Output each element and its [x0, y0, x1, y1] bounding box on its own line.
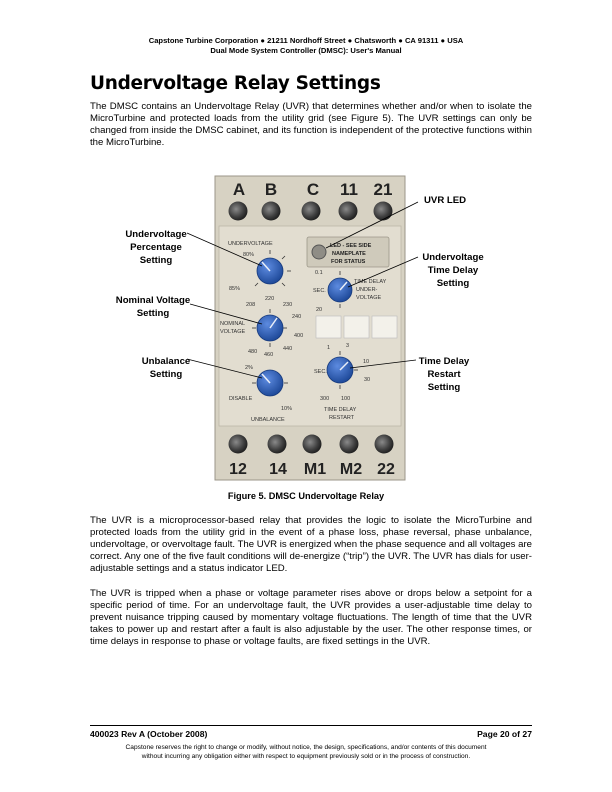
restart-label-1: TIME DELAY — [324, 407, 357, 413]
terminal-label-c: C — [306, 180, 320, 199]
callout-td-3: Setting — [436, 278, 470, 289]
undervoltage-dial-label: UNDERVOLTAGE — [228, 241, 273, 247]
callout-uv-percentage-1: Undervoltage — [125, 229, 187, 240]
screw-icon — [268, 435, 287, 454]
td-tick-sec: SEC. — [313, 288, 326, 294]
nameplate-line-3: FOR STATUS — [331, 259, 366, 265]
screw-icon — [340, 435, 359, 454]
nominal-voltage-label-2: VOLTAGE — [220, 329, 246, 335]
nominal-tick-460: 460 — [264, 352, 274, 358]
label-window — [372, 316, 397, 338]
uvr-trip-paragraph: The UVR is tripped when a phase or voltage parameter rises above or drops below a setpoint for a specific period of time. For an undervoltage fault, the UVR provides a user-adjustable time delay to prevent nuisance tripping caused by momentary voltage fluctuations. The length of time that the UVR takes to power up and restart after a fault is also adjustable by the user. The other response times, or time delays in response to phase or voltage faults, are fixed settings in the UVR. — [90, 588, 532, 648]
disclaimer-line-1: Capstone reserves the right to change or modify, without notice, the design, specifications, and/or contents of this document — [125, 744, 487, 751]
unbalance-tick-disable: DISABLE — [229, 396, 253, 402]
callout-uv-percentage-2: Percentage — [130, 242, 182, 253]
nominal-tick-230: 230 — [283, 302, 293, 308]
header-company-line: Capstone Turbine Corporation ● 21211 Nordhoff Street ● Chatsworth ● CA 91311 ● USA — [148, 36, 464, 45]
terminal-label-m1: M1 — [303, 461, 327, 478]
terminal-label-22: 22 — [377, 461, 395, 478]
callout-uvr-led: UVR LED — [424, 195, 467, 206]
callout-restart-3: Setting — [427, 382, 461, 393]
callout-restart-2: Restart — [427, 369, 461, 380]
label-window — [316, 316, 341, 338]
screw-icon — [374, 202, 393, 221]
restart-tick-sec: SEC. — [314, 369, 327, 375]
nominal-voltage-dial — [257, 315, 283, 341]
restart-tick-100: 100 — [341, 396, 351, 402]
nameplate-line-1: LED - SEE SIDE — [330, 243, 372, 249]
callout-nominal-2: Setting — [136, 308, 170, 319]
terminal-label-m2: M2 — [339, 461, 363, 478]
footer-doc-id: 400023 Rev A (October 2008) — [90, 729, 208, 739]
screw-icon — [229, 202, 248, 221]
footer-page-number: Page 20 of 27 — [477, 729, 532, 739]
undervoltage-time-delay-dial — [328, 278, 352, 302]
uv-tick-80: 80% — [243, 252, 255, 258]
callout-unbalance-2: Setting — [149, 369, 183, 380]
unbalance-dial-label: UNBALANCE — [251, 417, 285, 423]
callout-restart-1: Time Delay — [418, 356, 470, 367]
terminal-label-b: B — [264, 180, 278, 199]
screw-icon — [302, 202, 321, 221]
nominal-tick-480: 480 — [248, 349, 258, 355]
label-window — [344, 316, 369, 338]
restart-tick-30: 30 — [364, 377, 371, 383]
unbalance-dial — [257, 370, 283, 396]
terminal-label-a: A — [232, 180, 246, 199]
callout-td-2: Time Delay — [427, 265, 479, 276]
terminal-label-11: 11 — [340, 180, 358, 199]
footer-disclaimer — [80, 743, 532, 761]
screw-icon — [229, 435, 248, 454]
td-tick-0-1: 0.1 — [315, 270, 323, 276]
nominal-tick-220: 220 — [265, 296, 275, 302]
nominal-tick-400: 400 — [294, 333, 304, 339]
nameplate-line-2: NAMEPLATE — [332, 251, 366, 257]
uvr-led-icon — [312, 245, 326, 259]
td-label-2: UNDER- — [356, 287, 378, 293]
unbalance-tick-2: 2% — [245, 365, 253, 371]
header-manual-title: Dual Mode System Controller (DMSC): User's Manual — [210, 46, 402, 55]
disclaimer-line-2: without incurring any obligation either with respect to equipment previously sold or in the process of construction. — [141, 753, 471, 760]
restart-tick-10: 10 — [363, 359, 370, 365]
nominal-tick-208: 208 — [246, 302, 256, 308]
td-label-1: TIME DELAY — [354, 279, 387, 285]
terminal-label-21: 21 — [373, 180, 393, 199]
uv-tick-85: 85% — [229, 286, 241, 292]
restart-tick-300: 300 — [320, 396, 330, 402]
figure-caption: Figure 5. DMSC Undervoltage Relay — [227, 491, 385, 501]
section-title: Undervoltage Relay Settings — [90, 73, 381, 94]
restart-tick-3: 3 — [346, 343, 350, 349]
uvr-description-paragraph: The UVR is a microprocessor-based relay that provides the logic to isolate the MicroTurbine and protected loads from the utility grid in the event of a phase loss, phase reversal, phase unbalance, undervoltage, or overvoltage fault. The UVR is energized when the phase sequence and all voltages are correct. Any one of the five fault conditions will de-energize (“trip”) the UVR. The UVR has dials for user-adjustable settings and a status indicator LED. — [90, 515, 532, 575]
nominal-tick-440: 440 — [283, 346, 293, 352]
time-delay-restart-dial — [327, 357, 353, 383]
nominal-tick-240: 240 — [292, 314, 302, 320]
nominal-voltage-label-1: NOMINAL — [220, 321, 246, 327]
restart-label-2: RESTART — [329, 415, 355, 421]
unbalance-tick-10: 10% — [281, 406, 293, 412]
restart-tick-1: 1 — [327, 345, 331, 351]
screw-icon — [303, 435, 322, 454]
td-label-3: VOLTAGE — [356, 295, 382, 301]
callout-uv-percentage-3: Setting — [139, 255, 173, 266]
terminal-label-14: 14 — [269, 461, 287, 478]
footer-rule — [90, 725, 532, 726]
callout-unbalance-1: Unbalance — [141, 356, 191, 367]
intro-paragraph: The DMSC contains an Undervoltage Relay (UVR) that determines whether and/or when to isolate the MicroTurbine and protected loads from the utility grid (see Figure 5). The UVR settings can only be changed from inside the DMSC cabinet, and its function is independent of the protective functions within the MicroTurbine. — [90, 101, 532, 149]
undervoltage-percentage-dial — [257, 258, 283, 284]
screw-icon — [375, 435, 394, 454]
screw-icon — [339, 202, 358, 221]
screw-icon — [262, 202, 281, 221]
td-tick-20: 20 — [316, 307, 323, 313]
terminal-label-12: 12 — [229, 461, 247, 478]
callout-nominal-1: Nominal Voltage — [115, 295, 191, 306]
callout-td-1: Undervoltage — [422, 252, 484, 263]
